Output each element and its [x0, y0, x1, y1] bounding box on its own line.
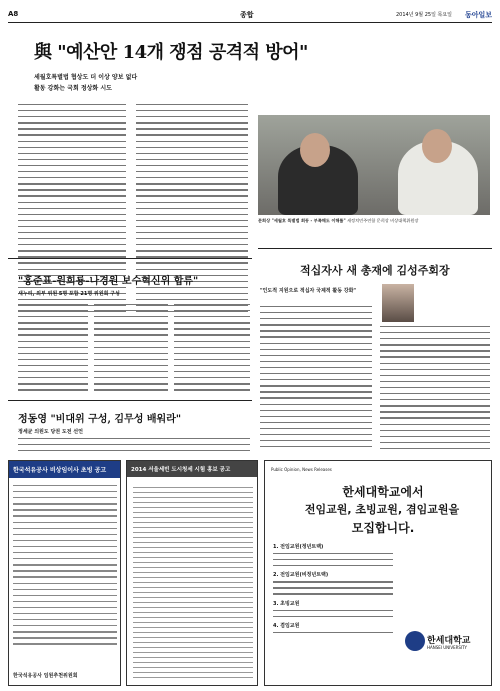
low-text: [18, 438, 250, 456]
low-subhead: 정세균 의원도 당권 도전 선언: [18, 429, 83, 435]
ad1-org: 한국석유공사 임원추천위원회: [13, 673, 78, 679]
right-headline: 적십자사 새 총재에 김성주회장: [300, 264, 450, 277]
ad2-title: 2014 서울세빈 도시청세 시험 홍보 공고: [127, 461, 257, 477]
main-headline: 與 "예산안 14개 쟁점 공격적 방어": [34, 42, 308, 63]
right-col-2: [380, 326, 490, 454]
brand-logo: 동아일보: [464, 11, 492, 19]
ad3-sec2: 2. 전임교원(비정년트랙): [273, 572, 329, 579]
rule-left-1: [8, 258, 252, 259]
mid-col-3: [174, 304, 250, 394]
right-subhead: "인도적 지원으로 적십자 국제적 활동 강화": [260, 288, 357, 294]
ad-seoul: [126, 460, 258, 686]
right-col-1: [260, 306, 372, 454]
ad3-sections: [273, 543, 393, 663]
ad3-head-2: 전임교원, 초빙교원, 겸임교원을: [304, 503, 460, 516]
main-subhead-1: 세월호특별법 협상도 더 이상 양보 없다: [34, 74, 138, 81]
ad3-sec3: 3. 초빙교원: [273, 600, 300, 607]
section-label: 종합: [240, 11, 254, 19]
ad-hansei: [264, 460, 492, 686]
advertisement-area: [8, 460, 492, 686]
ad3-sec1: 1. 전임교원(정년트랙): [273, 544, 324, 550]
ad3-logo-en: HANSEI UNIVERSITY: [427, 645, 468, 650]
ad2-body: [133, 483, 253, 679]
ad1-body: [13, 485, 117, 661]
news-photo: [258, 115, 490, 215]
ad3-sec4: 4. 겸임교원: [273, 622, 300, 629]
profile-photo: [382, 284, 414, 322]
person-left-head: [300, 133, 330, 167]
ad3-logo: 한세대학교: [427, 636, 471, 646]
mid-col-1: [18, 304, 88, 394]
hansei-logo-icon: [405, 631, 425, 651]
masthead: [8, 7, 492, 21]
ad3-head-3: 모집합니다.: [351, 521, 415, 535]
ad3-tag: Public Opinion, News Releases: [271, 467, 332, 472]
rule-left-2: [8, 400, 252, 401]
ad-knoc: [8, 460, 121, 686]
mid-subhead: 새누리, 외부 위원 5명 포함 21명 위원회 구성: [18, 291, 120, 297]
mid-headline: "홍준표-원희룡-나경원 보수혁신위 합류": [18, 276, 199, 287]
top-rule: [8, 22, 492, 23]
main-subhead-2: 활동 강화는 국회 정상화 시도: [34, 85, 112, 92]
mid-col-2: [94, 304, 168, 394]
ad1-title: 한국석유공사 비상임이사 초빙 공고: [9, 461, 120, 478]
caption-rest: 새정치민주연합 문희상 비상대책위원장: [347, 218, 419, 223]
photo-caption: [258, 218, 490, 224]
rule-right-1: [258, 248, 492, 249]
person-right-head: [422, 129, 452, 163]
page-number: A8: [8, 10, 19, 18]
low-headline: 정동영 "비대위 구성, 김무성 배워라": [18, 414, 182, 425]
ad3-head-1: 한세대학교에서: [342, 485, 424, 499]
issue-date: 2014년 9월 25일 목요일: [395, 12, 452, 18]
caption-lead: 문희상 "세월호 특별법 회동 - 부족해도 이해를": [258, 218, 346, 223]
